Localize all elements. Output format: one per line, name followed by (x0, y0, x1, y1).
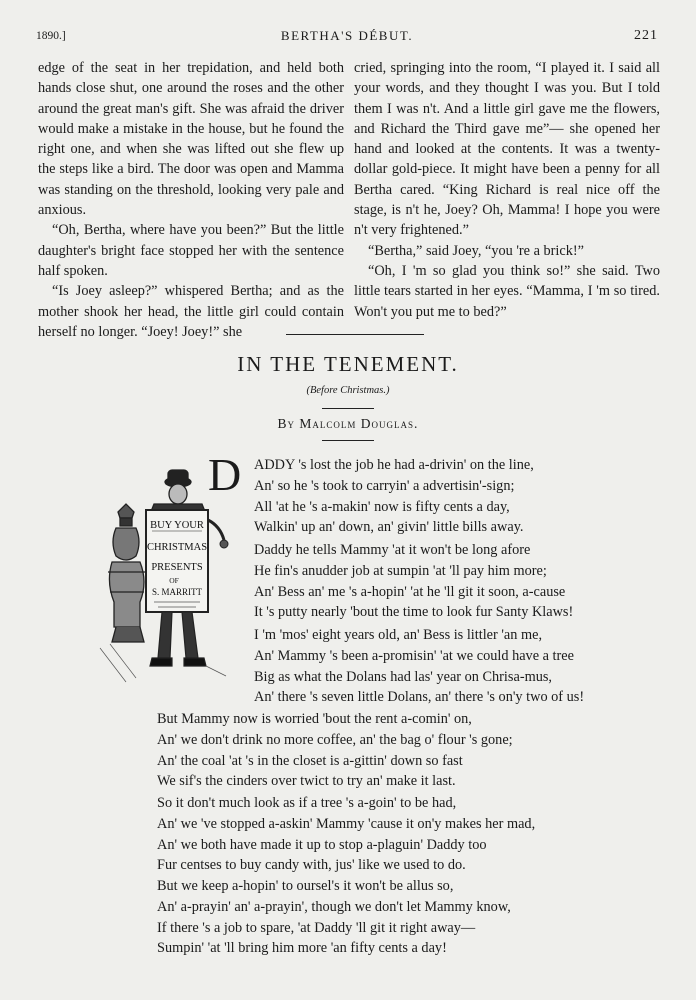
poem-line: He fin's anudder job at sumpin 'at 'll pay him more; (254, 562, 547, 579)
running-head (36, 28, 658, 48)
sign-text: CHRISTMAS (146, 542, 208, 553)
byline-rule (322, 440, 374, 441)
poem-line: But we keep a-hopin' to oursel's it won't be allus so, (157, 878, 454, 894)
page-number: 221 (634, 28, 658, 43)
poem-line: Daddy he tells Mammy 'at it won't be long afore (254, 542, 531, 558)
poem-title: IN THE TENEMENT. (237, 352, 459, 376)
sign-text: OF (169, 576, 179, 585)
running-head-title: BERTHA'S DÉBUT. (280, 28, 414, 43)
poem-line: An' so he 's took to carryin' a advertisin'-sign; (254, 477, 515, 494)
poem-line: Big as what the Dolans had las' year on Chrisa-mus, (254, 668, 552, 685)
poem-stanza (157, 709, 513, 792)
poem-line: So it don't much look as if a tree 's a-goin' to be had, (157, 795, 457, 811)
poem-line: An' a-prayin' an' a-prayin', though we don't let Mammy know, (157, 898, 511, 915)
poem-stanza (254, 540, 573, 623)
poem-stanza (254, 625, 584, 708)
poem-line: But Mammy now is worried 'bout the rent a-comin' on, (157, 711, 472, 727)
poem-line: All 'at he 's a-makin' now is fifty cents a day, (254, 498, 510, 515)
story-paragraph: edge of the seat in her trepidation, and held both hands close shut, one around the roses and the other around the great man's gift. She was afraid the driver would make a mistake in the house, but he found the right one, and when she was lifted out she flew up the steps like a bird. The door was open and Mamma was standing on the threshold, looking very pale and anxious. (38, 60, 344, 219)
story-paragraph: “Oh, I 'm so glad you think so!” she said. Two little tears started in her eyes. “Mamma, I 'm so tired. Won't you put me to bed?” (354, 262, 660, 320)
poem-line: Sumpin' 'at 'll bring him more 'an fifty cents a day! (157, 940, 447, 957)
poem-line: An' we both have made it up to stop a-plaguin' Daddy too (157, 836, 487, 853)
story-column-left (38, 58, 344, 342)
poem-line: ADDY 's lost the job he had a-drivin' on the line, (254, 457, 534, 473)
poem-line: Fur centses to buy candy with, jus' like we used to do. (157, 857, 466, 874)
poem-line: An' Bess an' me 's a-hopin' 'at he 'll git it soon, a-cause (254, 583, 566, 600)
poem-line: We sif's the cinders over twict to try an' make it last. (157, 773, 456, 790)
poem-stanza (254, 455, 534, 538)
story-column-right (354, 58, 660, 322)
story-paragraph: “Is Joey asleep?” whispered Bertha; and as the mother shook her head, the little girl could contain herself no longer. “Joey! Joey!” she (38, 283, 344, 340)
poem-line: Walkin' up an' down, an' givin' little bills away. (254, 519, 524, 536)
poem-line: It 's putty nearly 'bout the time to look fur Santy Klaws! (254, 604, 574, 621)
section-divider (286, 334, 424, 335)
story-paragraph: cried, springing into the room, “I played it. I said all your words, and they thought I was you. But I told them I was n't. And a little girl gave me the flowers, and Richard the Third gave me”— she opened her hand and looked at the contents. It was a twenty-dollar gold-piece. It might have been a penny for all Bertha cared. “King Richard is real nice off the stage, is n't he, Joey? Oh, Mamma! I hope you were n't very frightened.” (354, 60, 660, 239)
poem-line: An' there 's seven little Dolans, an' there 's on'y two of us! (254, 689, 585, 706)
poem-line: An' the coal 'at 's in the closet is a-gittin' down so fast (157, 752, 463, 769)
title-rule (322, 408, 374, 409)
poem-line: I 'm 'mos' eight years old, an' Bess is littler 'an me, (254, 627, 543, 643)
poem-byline: By Malcolm Douglas. (277, 416, 419, 431)
story-paragraph: “Bertha,” said Joey, “you 're a brick!” (368, 242, 585, 259)
poem-stanza (157, 876, 511, 959)
poem-line: An' we 've stopped a-askin' Mammy 'cause it on'y makes her mad, (157, 815, 536, 832)
story-paragraph: “Oh, Bertha, where have you been?” But the little daughter's bright face stopped her with the sentence half spoken. (38, 222, 344, 279)
poem-subtitle: (Before Christmas.) (306, 385, 390, 396)
poem-line: An' Mammy 's been a-promisin' 'at we could have a tree (254, 647, 574, 664)
sign-text: BUY YOUR (150, 520, 204, 531)
poem-stanza (157, 793, 535, 876)
running-head-year: 1890.] (36, 30, 66, 42)
sign-text: S. MARRITT (151, 587, 203, 597)
poem-line: If there 's a job to spare, 'at Daddy 'll git it right away— (157, 919, 476, 936)
poem-line: An' we don't drink no more coffee, an' the bag o' flour 's gone; (157, 731, 513, 748)
sign-text: PRESENTS (151, 562, 203, 573)
drop-cap: D (208, 449, 242, 500)
